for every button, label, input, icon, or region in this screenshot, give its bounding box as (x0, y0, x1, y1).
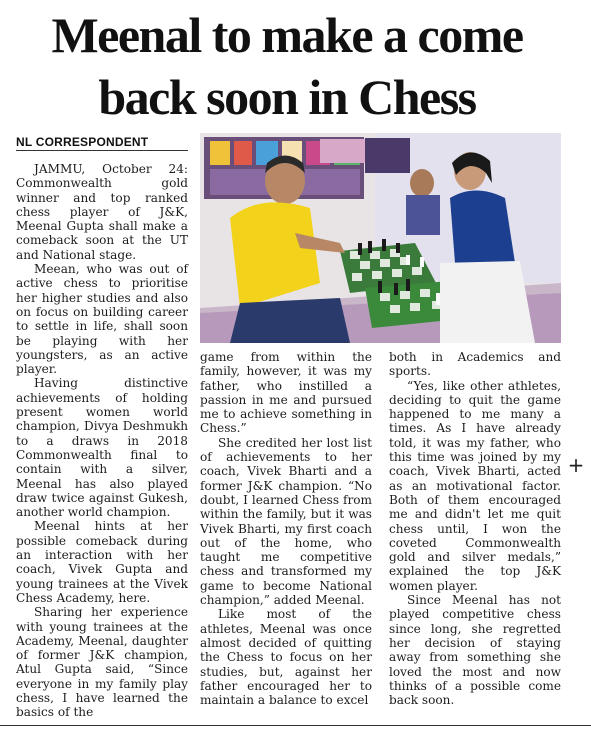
paragraph: both in Academics and sports. (389, 350, 561, 379)
paragraph: JAMMU, October 24: Commonwealth gold winner and top ranked chess player of J&K, Meenal Gupta shall make a comeback soon at the UT and National stage. (16, 162, 188, 262)
registration-mark: + (567, 453, 585, 477)
paragraph: game from within the family, however, it was my father, who instilled a passion in me and pursued me to achieve something in Chess.” (200, 350, 372, 436)
paragraph: Having distinctive achievements of holding present women world champion, Divya Deshmukh to a draws in 2018 Commonwealth final to contain with a silver, Meenal has also played draw twice against Gukesh, another world champion. (16, 376, 188, 520)
headline-line-2: back soon in Chess (98, 69, 476, 125)
paragraph: She credited her lost list of achievements to her coach, Vivek Bharti and a former J&K champion. “No doubt, I learned Chess from within the family, but it was Vivek Bharti, my first coach out of the home, who taught me competitive chess and transformed my game to become National champion,” added Meenal. (200, 435, 372, 608)
article-column-3 (389, 350, 561, 707)
headline (0, 4, 574, 128)
paragraph: Like most of the athletes, Meenal was once almost decided of quitting the Chess to focus on her studies, but, against her father encouraged her to maintain a balance to excel (200, 607, 372, 708)
bottom-rule (0, 725, 591, 726)
photo-illustration (200, 133, 561, 343)
article-column-2 (200, 350, 372, 707)
byline: NL CORRESPONDENT (16, 135, 188, 151)
headline-line-1: Meenal to make a come (51, 7, 523, 63)
paragraph: “Yes, like other athletes, deciding to quit the game happened to me many a times. As I have already told, it was my father, who this time was joined by my coach, Vivek Bharti, acted as an motivational factor. Both of them encouraged me and didn't let me quit chess until, I won the coveted Commonwealth gold and silver medals,” explained the top J&K women player. (389, 378, 561, 593)
article-column-1 (16, 162, 188, 720)
paragraph: Sharing her experience with young trainees at the Academy, Meenal, daughter of former J&K champion, Atul Gupta said, “Since everyone in my family play chess, I have learned the basics of the (16, 605, 188, 720)
news-photo (200, 133, 561, 343)
paragraph: Meenal hints at her possible comeback during an interaction with her coach, Vivek Gupta and young trainees at the Vivek Chess Academy, here. (16, 519, 188, 605)
paragraph: Meean, who was out of active chess to prioritise her higher studies and also on focus on building career to settle in life, shall soon be playing with her youngsters, as an active player. (16, 262, 188, 377)
paragraph: Since Meenal has not played competitive chess since long, she regretted her decision of staying away from something she loved the most and now thinks of a possible come back soon. (389, 593, 561, 708)
